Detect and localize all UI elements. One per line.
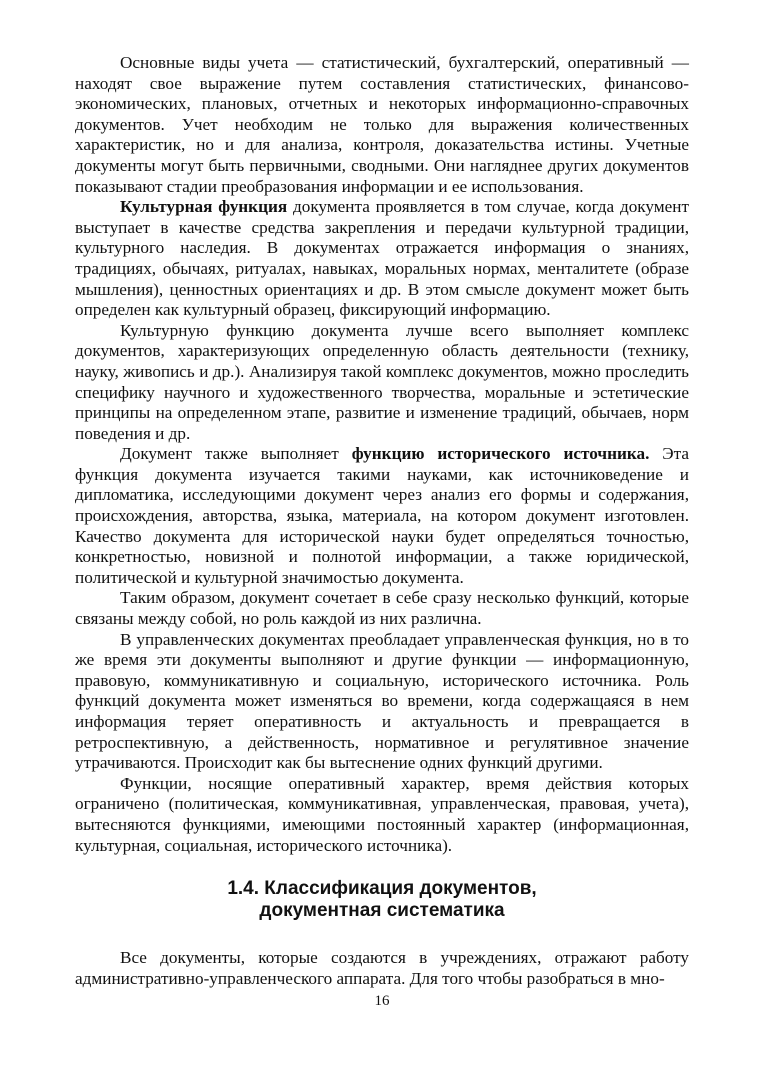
text-run: Документ также выполняет [120,444,352,464]
paragraph [75,774,689,856]
text-run: Функции, носящие оперативный характер, время действия которых ограничено (политическая, коммуникативная, управленческая, правовая, учета), вытесняются функциями, имеющими постоянный характер (информационная, культурная, социальная, исторического источника). [75,773,689,855]
paragraph [75,588,689,629]
paragraph [75,197,689,321]
page-number: 16 [374,993,390,1009]
paragraph [75,630,689,774]
text-run: Таким образом, документ сочетает в себе сразу несколько функций, которые связаны между собой, но роль каждой из них различна. [75,588,689,629]
paragraph [75,444,689,588]
section-heading-line-1: 1.4. Классификация документов, [227,878,537,900]
text-body [75,53,689,989]
paragraph-group [75,53,689,856]
text-run: документа проявляется в том случае, когда документ выступает в качестве средства закрепления и передачи культурной традиции, культурного наследия. В документах отражается информация о знаниях, традициях, обычаях, ритуалах, навыках, моральных нормах, менталитете (образе мышления), ценностных ориентациях и др. В этом смысле документ может быть определен как культурный образец, фиксирующий информацию. [75,197,689,320]
paragraph [75,53,689,197]
bold-term: функцию исторического источника. [351,444,650,464]
section-heading [75,878,689,922]
text-run: В управленческих документах преобладает управленческая функция, но в то же время эти документы выполняют и другие функции — информационную, правовую, коммуникативную и социальную, исторического источника. Роль функций документа может изменяться во времени, когда содержащаяся в нем информация теряет оперативность и актуальность и превращается в ретроспективную, а действенность, нормативное и регулятивное значение утрачиваются. Происходит как бы вытеснение одних функций другими. [75,629,689,773]
text-run: Культурную функцию документа лучше всего выполняет комплекс документов, характеризующих определенную область деятельности (технику, науку, живопись и др.). Анализируя такой комплекс документов, можно проследить специфику научного и художественного творчества, моральные и эстетические принципы на определенном этапе, развитие и изменение традиций, обычаев, норм поведения и др. [75,320,689,443]
section-heading-line-2: документная систематика [259,900,505,922]
bold-term: Культурная функция [120,197,288,217]
text-run: Эта функция документа изучается такими науками, как источниковедение и дипломатика, исследующими документ через анализ его формы и содержания, происхождения, авторства, языка, материала, на котором документ изготовлен. Качество документа для исторической науки будет определяться точностью, конкретностью, новизной и полнотой информации, а также юридической, политической и культурной значимостью документа. [75,444,690,587]
text-run: Основные виды учета — статистический, бухгалтерский, оперативный — находят свое выражение путем составления статистических, финансово-экономических, плановых, отчетных и некоторых информационно-справочных документов. Учет необходим не только для выражения количественных характеристик, но и для анализа, контроля, доказательства истины. Учетные документы могут быть первичными, сводными. Они нагляднее других документов показывают стадии преобразования информации и ее использования. [75,53,689,196]
paragraph [75,321,689,445]
final-paragraph: Все документы, которые создаются в учреждениях, отражают работу административно-управленческого аппарата. Для того чтобы разобраться в мно- [75,948,689,988]
